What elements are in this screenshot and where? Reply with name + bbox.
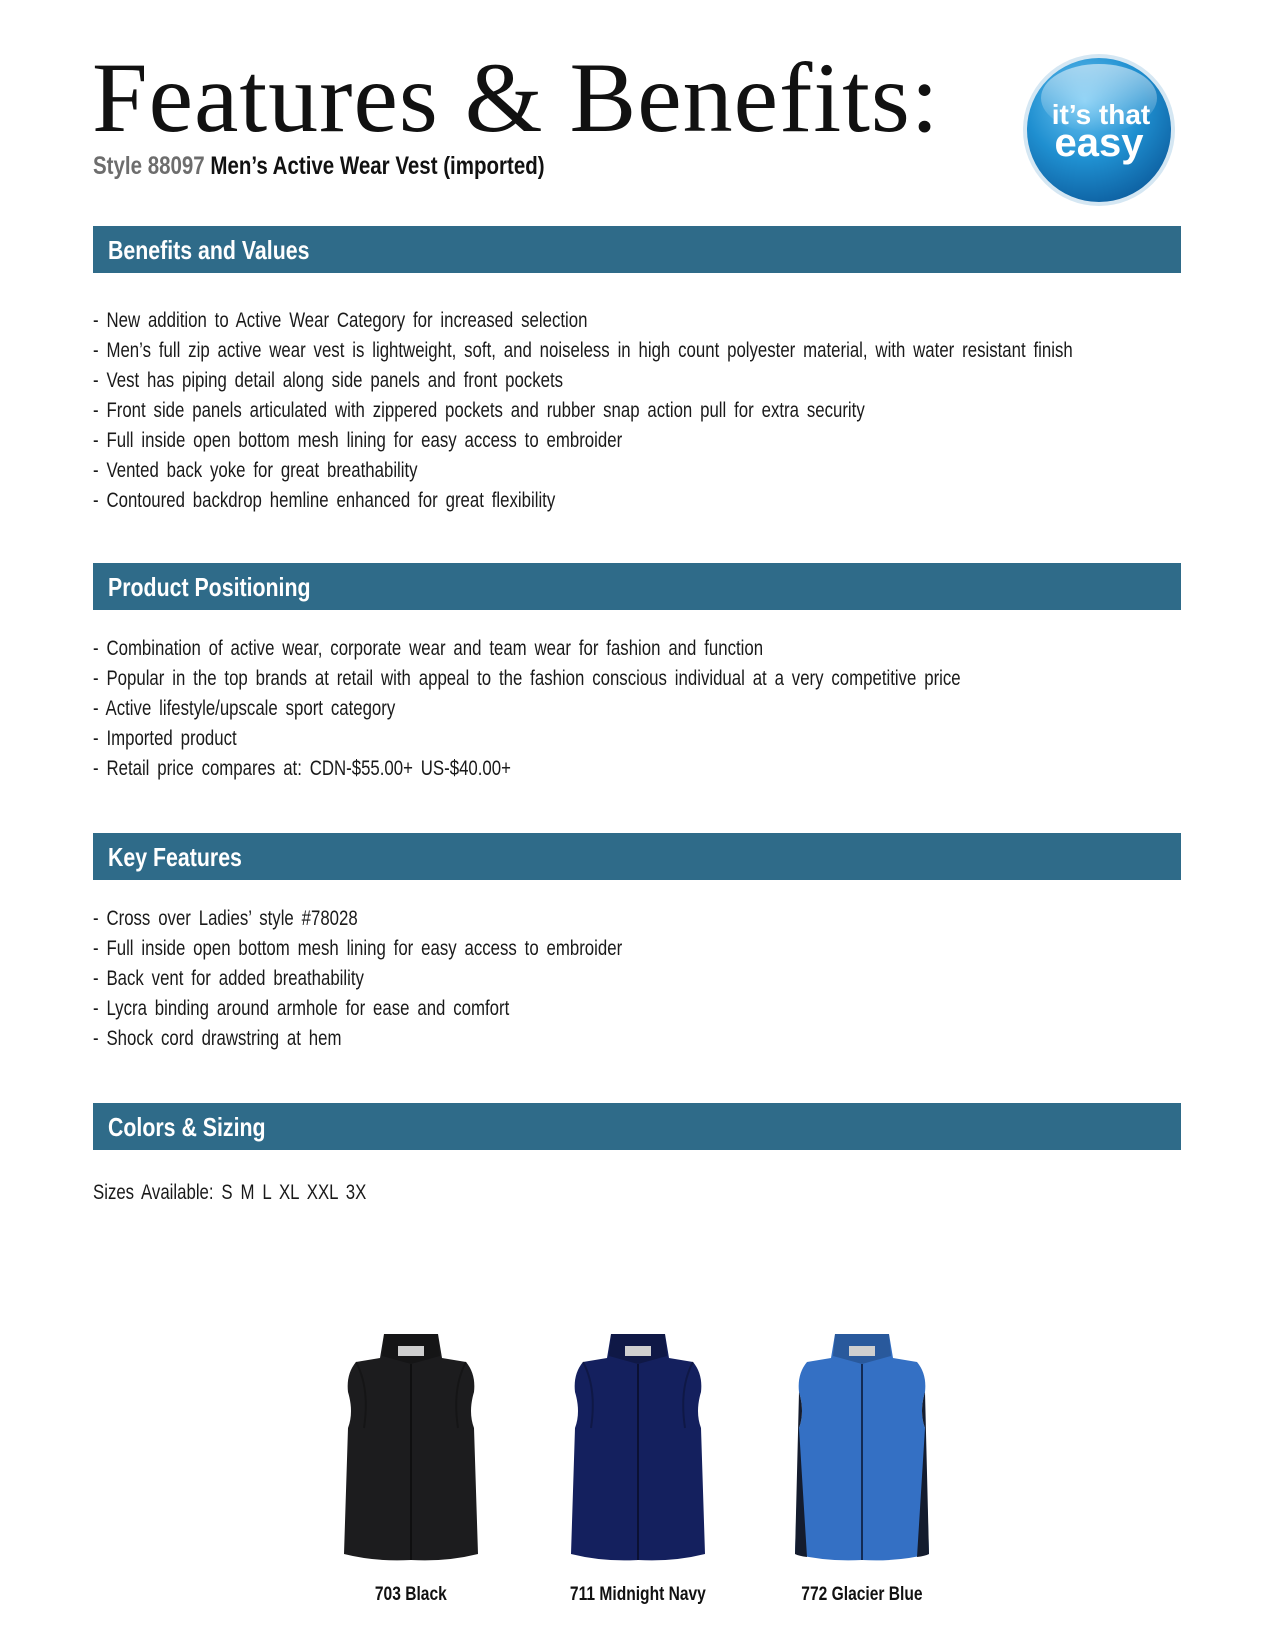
list-item: - Popular in the top brands at retail with appeal to the fashion conscious individual at a very competitive price: [93, 667, 961, 690]
list-item: - Back vent for added breathability: [93, 967, 364, 990]
sizes-available: Sizes Available: S M L XL XXL 3X: [93, 1181, 367, 1204]
color-label-midnight-navy: 711 Midnight Navy: [570, 1584, 706, 1605]
vest-image-black: [326, 1328, 496, 1568]
product-subtitle: [93, 152, 545, 181]
section-bar-positioning: [93, 563, 1181, 610]
badge-line1: it’s that: [1051, 99, 1151, 130]
its-that-easy-badge: [1021, 52, 1177, 208]
positioning-list: [93, 634, 1178, 784]
list-item: - Combination of active wear, corporate wear and team wear for fashion and function: [93, 637, 764, 660]
list-item: - New addition to Active Wear Category for increased selection: [93, 309, 588, 332]
style-code: Style 88097: [93, 152, 205, 180]
list-item: - Lycra binding around armhole for ease and comfort: [93, 997, 510, 1020]
list-item: - Full inside open bottom mesh lining for easy access to embroider: [93, 937, 623, 960]
page-title: Features & Benefits:: [92, 42, 940, 153]
color-label-black: 703 Black: [375, 1584, 447, 1605]
section-heading-features: Key Features: [108, 842, 242, 872]
list-item: - Men’s full zip active wear vest is lightweight, soft, and noiseless in high count polyester material, with water resistant finish: [93, 339, 1073, 362]
badge-line2: easy: [1054, 121, 1144, 165]
color-label-glacier-blue: 772 Glacier Blue: [801, 1584, 923, 1605]
section-bar-benefits: [93, 226, 1181, 273]
vest-image-glacier-blue: [777, 1328, 947, 1568]
list-item: - Full inside open bottom mesh lining for easy access to embroider: [93, 429, 623, 452]
list-item: - Vented back yoke for great breathability: [93, 459, 418, 482]
list-item: - Active lifestyle/upscale sport category: [93, 697, 396, 720]
list-item: - Front side panels articulated with zippered pockets and rubber snap action pull for extra security: [93, 399, 865, 422]
list-item: - Cross over Ladies’ style #78028: [93, 907, 358, 930]
list-item: - Retail price compares at: CDN-$55.00+ US-$40.00+: [93, 757, 511, 780]
list-item: - Imported product: [93, 727, 237, 750]
list-item: - Vest has piping detail along side panels and front pockets: [93, 369, 564, 392]
section-bar-features: [93, 833, 1181, 880]
list-item: - Shock cord drawstring at hem: [93, 1027, 342, 1050]
section-heading-benefits: Benefits and Values: [108, 235, 310, 265]
features-list: [93, 904, 754, 1054]
section-bar-colors: [93, 1103, 1181, 1150]
section-heading-positioning: Product Positioning: [108, 572, 311, 602]
section-heading-colors: Colors & Sizing: [108, 1112, 266, 1142]
product-name: Men’s Active Wear Vest (imported): [210, 152, 545, 180]
benefits-list: [93, 306, 1274, 516]
vest-image-midnight-navy: [553, 1328, 723, 1568]
list-item: - Contoured backdrop hemline enhanced for great flexibility: [93, 489, 556, 512]
